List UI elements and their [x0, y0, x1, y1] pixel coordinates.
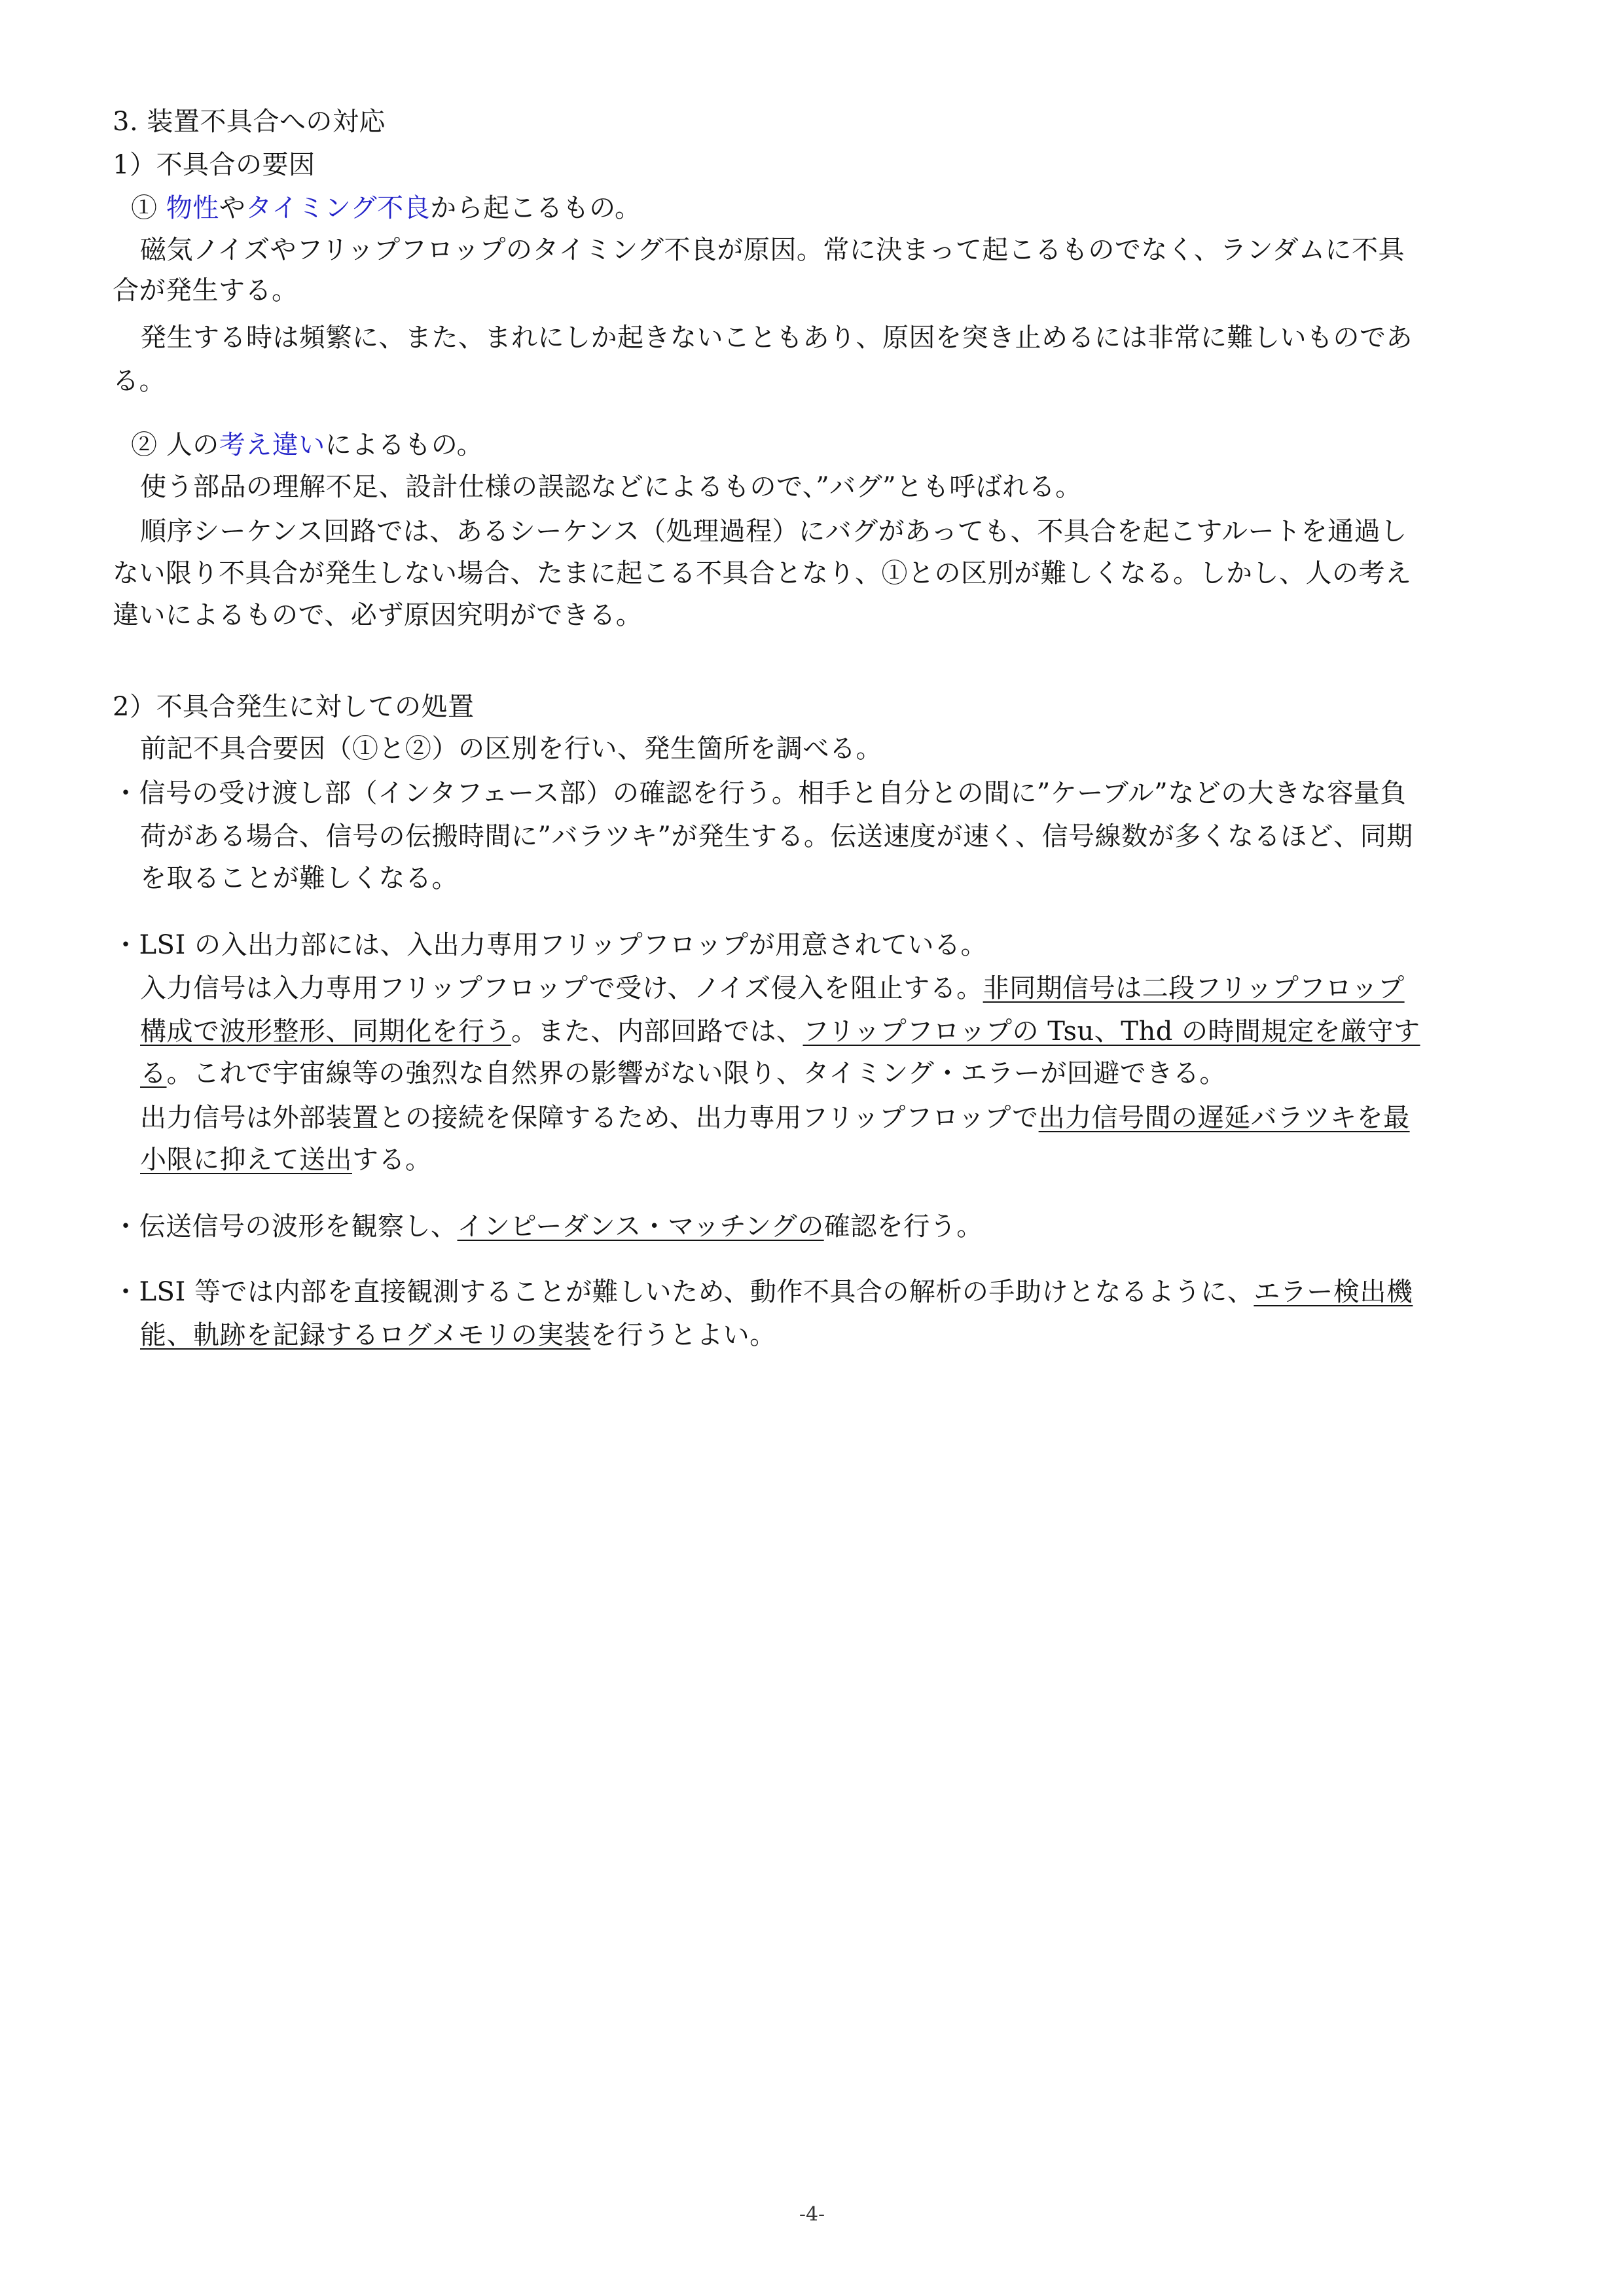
bullet-1-line-1 [113, 776, 1407, 810]
item-1-number: ① [131, 193, 158, 223]
bullet-3-text-c: 確認を行う。 [823, 1211, 983, 1242]
bullet-2-line-3 [140, 1014, 1420, 1049]
bullet-2-text-1: ・LSI の入出力部には、入出力専用フリップフロップが用意されている。 [113, 930, 987, 960]
section-heading [113, 105, 386, 139]
bullet-2-underline-async: 非同期信号は二段フリップフロップ [983, 973, 1405, 1003]
item-2-text-1: 使う部品の理解不足、設計仕様の誤認などによるもので、”バグ”とも呼ばれる。 [140, 472, 1082, 502]
subsection-2-intro [140, 732, 882, 766]
item-1-para-1-line-2 [113, 274, 298, 308]
item-1-text-1: 磁気ノイズやフリップフロップのタイミング不良が原因。常に決まって起こるものでなく、ランダムに不具 [140, 235, 1405, 265]
bullet-2-underline-timing-spec-end: る [140, 1058, 167, 1088]
item-2-title [131, 428, 483, 462]
bullet-1-text-3: を取ることが難しくなる。 [140, 863, 458, 893]
page-number: -4- [799, 2203, 825, 2226]
item-1-keyword-timing: タイミング不良 [245, 193, 431, 223]
bullet-2-line-4 [140, 1056, 1226, 1090]
bullet-4-underline-error-detect: エラー検出機 [1254, 1277, 1413, 1307]
item-1-suffix: から起こるもの。 [430, 193, 641, 223]
bullet-2-text-5a: 出力信号は外部装置との接続を保障するため、出力専用フリップフロップで [140, 1103, 1039, 1133]
item-1-connector: や [219, 193, 246, 223]
bullet-1-line-2 [140, 819, 1413, 853]
bullet-2-underline-sync: 構成で波形整形、同期化を行う [140, 1016, 511, 1047]
item-1-para-2-line-1 [140, 321, 1413, 355]
section-heading-text: 3. 装置不具合への対応 [113, 107, 386, 137]
item-2-keyword-misunderstanding: 考え違い [219, 430, 325, 460]
item-2-text-4: 違いによるもので、必ず原因究明ができる。 [113, 600, 643, 630]
bullet-2-line-2 [140, 971, 1405, 1005]
item-2-suffix: によるもの。 [325, 430, 484, 460]
bullet-4-line-1 [113, 1275, 1413, 1309]
item-1-para-2-line-2 [113, 364, 166, 398]
item-2-text-3: ない限り不具合が発生しない場合、たまに起こる不具合となり、①との区別が難しくなる。しかし、人の考え [113, 558, 1412, 588]
subsection-2-heading [113, 690, 474, 724]
bullet-4-text-2b: を行うとよい。 [590, 1320, 776, 1350]
bullet-1-text-2: 荷がある場合、信号の伝搬時間に”バラツキ”が発生する。伝送速度が速く、信号線数が多くなるほど、同期 [140, 821, 1413, 852]
item-2-line-3 [113, 556, 1412, 590]
item-2-line-4 [113, 598, 642, 632]
item-1-text-2: 合が発生する。 [113, 276, 298, 306]
item-1-keyword-physical: 物性 [166, 193, 219, 223]
bullet-2-underline-delay: 出力信号間の遅延バラツキを最 [1038, 1103, 1410, 1133]
bullet-1-line-3 [140, 861, 458, 895]
item-2-line-1 [140, 470, 1082, 504]
bullet-2-text-2a: 入力信号は入力専用フリップフロップで受け、ノイズ侵入を阻止する。 [140, 973, 983, 1003]
bullet-2-text-3b: 。また、内部回路では、 [511, 1016, 803, 1047]
subsection-2-intro-text: 前記不具合要因（①と②）の区別を行い、発生箇所を調べる。 [140, 734, 882, 764]
item-2-line-2 [140, 514, 1407, 548]
bullet-2-underline-timing-spec: フリップフロップの Tsu、Thd の時間規定を厳守す [803, 1016, 1420, 1047]
subsection-1-heading-text: 1）不具合の要因 [113, 150, 316, 180]
item-2-number: ② [131, 430, 158, 460]
item-2-text-2: 順序シーケンス回路では、あるシーケンス（処理過程）にバグがあっても、不具合を起こすルートを通過し [140, 516, 1407, 547]
item-1-text-4: る。 [113, 366, 166, 396]
bullet-3-text-a: ・伝送信号の波形を観察し、 [113, 1211, 458, 1242]
bullet-3-line-1 [113, 1210, 983, 1244]
item-1-para-1-line-1 [140, 233, 1405, 267]
bullet-2-underline-delay-end: 小限に抑えて送出 [140, 1145, 352, 1175]
bullet-3-underline-impedance: インピーダンス・マッチングの [457, 1211, 824, 1242]
item-1-text-3: 発生する時は頻繁に、また、まれにしか起きないこともあり、原因を突き止めるには非常に難しいものであ [140, 323, 1413, 353]
bullet-2-line-1 [113, 928, 987, 962]
bullet-4-text-1a: ・LSI 等では内部を直接観測することが難しいため、動作不具合の解析の手助けとなるように、 [113, 1277, 1254, 1307]
item-1-title [131, 191, 641, 225]
bullet-4-underline-log-memory: 能、軌跡を記録するログメモリの実装 [140, 1320, 591, 1350]
item-2-prefix: 人の [166, 430, 219, 460]
bullet-4-line-2 [140, 1318, 776, 1352]
bullet-2-text-4b: 。これで宇宙線等の強烈な自然界の影響がない限り、タイミング・エラーが回避できる。 [166, 1058, 1226, 1088]
subsection-2-heading-text: 2）不具合発生に対しての処置 [113, 692, 475, 722]
bullet-2-line-5 [140, 1101, 1410, 1135]
bullet-2-line-6 [140, 1143, 432, 1177]
subsection-1-heading [113, 148, 315, 182]
bullet-1-text-1: ・信号の受け渡し部（インタフェース部）の確認を行う。相手と自分との間に”ケーブル”などの大きな容量負 [113, 778, 1407, 808]
bullet-2-text-6b: する。 [352, 1145, 432, 1175]
